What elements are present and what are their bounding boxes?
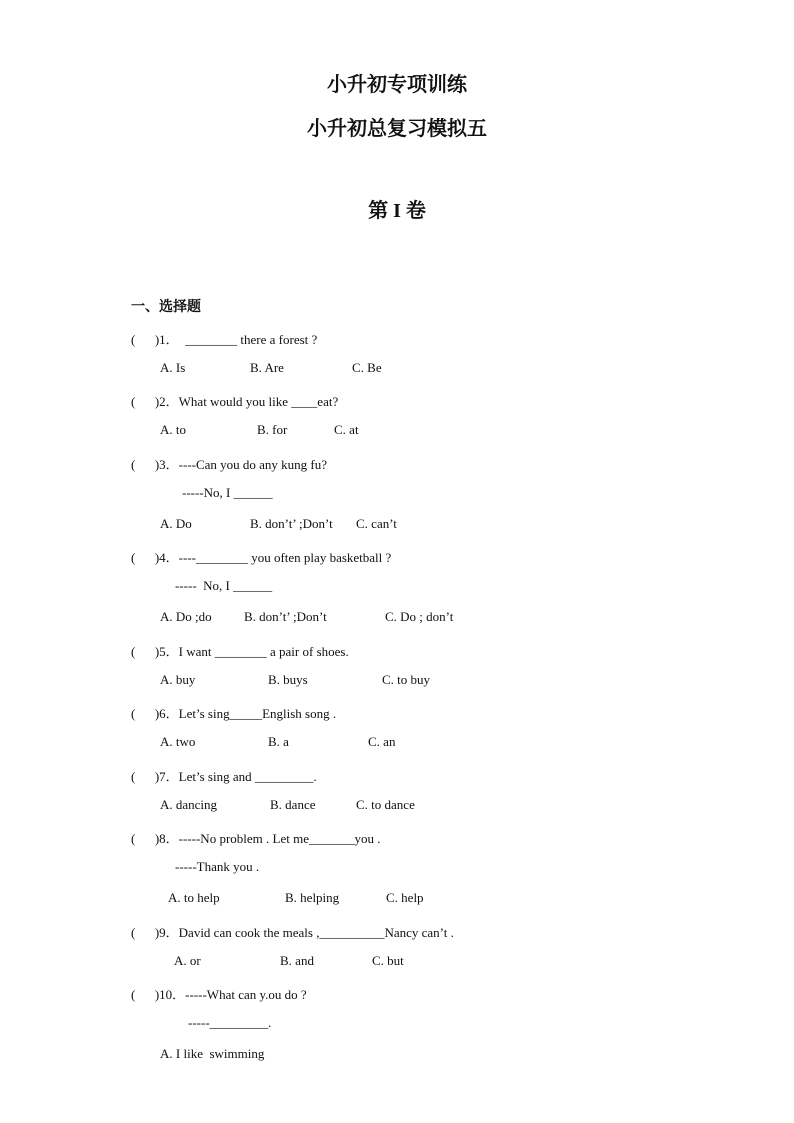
question-1-option-c: C. Be <box>352 360 382 375</box>
question-6-stem: ( )6．Let’s sing_____English song . <box>131 706 337 721</box>
question-8-option-c: C. help <box>386 890 424 905</box>
question-4-option-a: A. Do ;do <box>160 609 212 624</box>
question-6-option-b: B. a <box>268 734 289 749</box>
question-4-stem: ( )4．----________ you often play basketball ? <box>131 550 392 565</box>
question-5-option-b: B. buys <box>268 672 308 687</box>
question-3-option-a: A. Do <box>160 516 192 531</box>
question-6-option-c: C. an <box>368 734 396 749</box>
question-3-option-c: C. can’t <box>356 516 397 531</box>
document-subtitle: 小升初总复习模拟五 <box>307 118 487 140</box>
document-title: 小升初专项训练 <box>327 74 467 96</box>
question-8-response: -----Thank you . <box>175 859 260 874</box>
question-6-option-a: A. two <box>160 734 196 749</box>
question-7-option-c: C. to dance <box>356 797 415 812</box>
question-7-option-a: A. dancing <box>160 797 218 812</box>
question-7-option-b: B. dance <box>270 797 316 812</box>
question-8-stem: ( )8．-----No problem . Let me_______you . <box>131 831 381 846</box>
question-1-option-a: A. Is <box>160 360 186 375</box>
question-9-option-b: B. and <box>280 953 314 968</box>
question-3-response: -----No, I ______ <box>182 485 273 500</box>
question-10-response: -----_________. <box>188 1015 272 1030</box>
question-2-stem: ( )2．What would you like ____eat? <box>131 394 339 409</box>
question-9-option-c: C. but <box>372 953 404 968</box>
section-heading: 一、选择题 <box>131 300 201 315</box>
question-1-stem: ( )1． ________ there a forest ? <box>131 332 318 347</box>
question-2-option-b: B. for <box>257 422 288 437</box>
question-7-stem: ( )7．Let’s sing and _________. <box>131 769 317 784</box>
question-4-option-c: C. Do ; don’t <box>385 609 454 624</box>
question-4-option-b: B. don’t’ ;Don’t <box>244 609 327 624</box>
question-5-option-c: C. to buy <box>382 672 431 687</box>
question-10-stem: ( )10．-----What can y.ou do ? <box>131 987 307 1002</box>
question-4-response: ----- No, I ______ <box>175 578 273 593</box>
question-3-stem: ( )3．----Can you do any kung fu? <box>131 457 328 472</box>
question-8-option-a: A. to help <box>168 890 220 905</box>
volume-label: 第 I 卷 <box>368 200 426 222</box>
question-3-option-b: B. don’t’ ;Don’t <box>250 516 333 531</box>
question-2-option-a: A. to <box>160 422 186 437</box>
question-1-option-b: B. Are <box>250 360 284 375</box>
question-5-stem: ( )5．I want ________ a pair of shoes. <box>131 644 349 659</box>
question-2-option-c: C. at <box>334 422 359 437</box>
question-9-stem: ( )9．David can cook the meals ,__________Nancy can’t . <box>131 925 454 940</box>
question-5-option-a: A. buy <box>160 672 196 687</box>
question-10-option-a: A. I like swimming <box>160 1046 265 1061</box>
question-9-option-a: A. or <box>174 953 201 968</box>
question-8-option-b: B. helping <box>285 890 340 905</box>
